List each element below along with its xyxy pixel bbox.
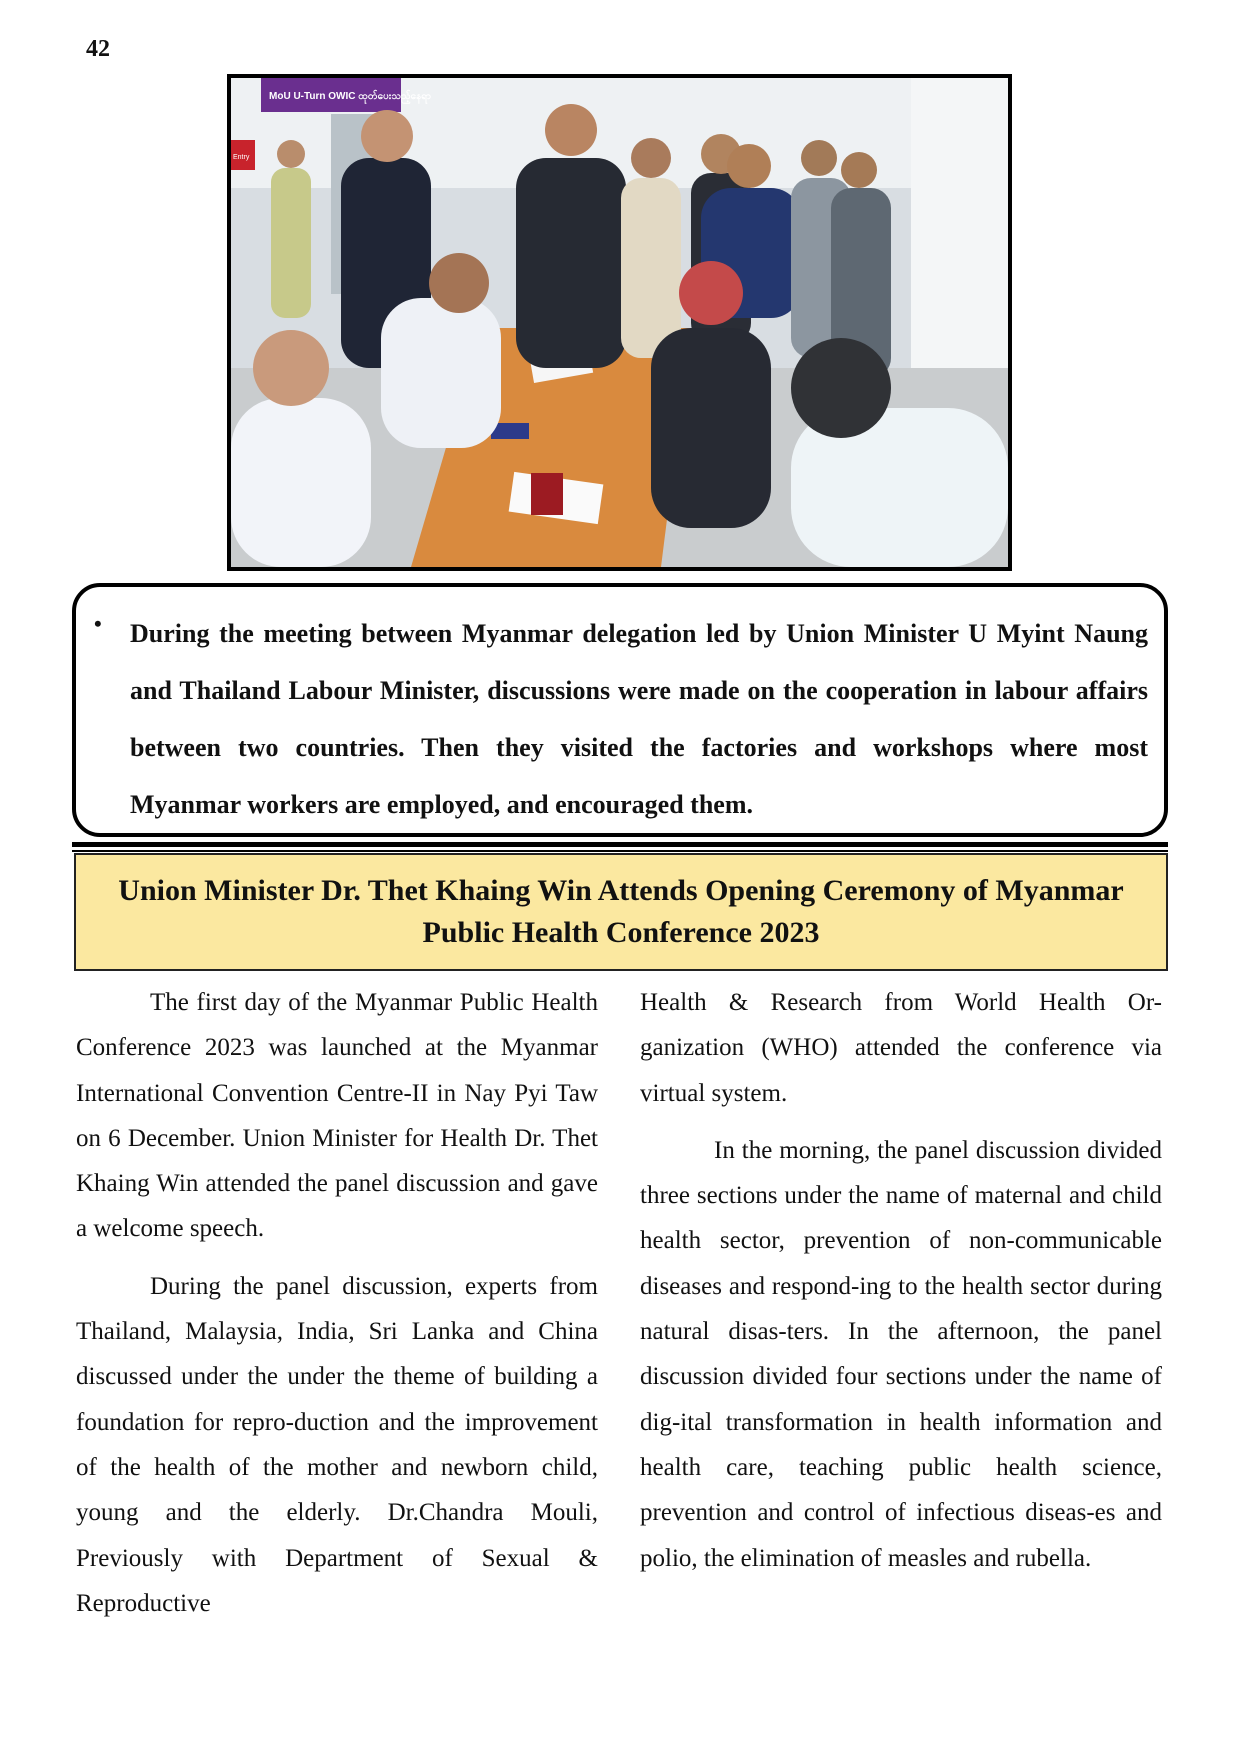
meeting-photo: [227, 74, 1012, 571]
article-headline: Union Minister Dr. Thet Khaing Win Attends Opening Ceremony of Myanmar Public Health Conference 2023: [118, 874, 1124, 949]
article-paragraph: The first day of the Myanmar Public Health Conference 2023 was launched at the Myanmar International Convention Centre-II in Nay Pyi Taw on 6 December. Union Minister for Health Dr. Thet Khaing Win attended the panel discussion and gave a welcome speech.: [76, 989, 598, 1243]
photo-illustration: [231, 78, 1008, 567]
photo-caption: During the meeting between Myanmar delegation led by Union Minister U Myint Naung and Thailand Labour Minister, discussions were made on the cooperation in labour affairs between two countries. Then they visited the factories and workshops where most Myanmar workers are employed, and encouraged them.: [130, 619, 1148, 819]
photo-window: [911, 78, 1008, 378]
article-paragraph: During the panel discussion, experts from Thailand, Malaysia, India, Sri Lanka and China discussed under the under the theme of building a foundation for repro-duction and the improvement of the health of the mother and newborn child, young and the elderly. Dr.Chandra Mouli, Previously with Department of Sexual & Reproductive: [76, 1272, 598, 1617]
photo-passport: [531, 473, 563, 515]
article-paragraph: Health & Research from World Health Or-ganization (WHO) attended the conference via virtual system.: [640, 989, 1162, 1107]
bullet-icon: •: [94, 611, 102, 636]
page-number: 42: [86, 36, 110, 62]
article-paragraph: In the morning, the panel discussion divided three sections under the name of maternal and child health sector, prevention of non-communicable diseases and respond-ing to the health sector during natural disas-ters. In the afternoon, the panel discussion divided four sections under the name of dig-ital transformation in health information and health care, teaching public health science, prevention and control of infectious diseas-es and polio, the elimination of measles and rubella.: [640, 1136, 1162, 1572]
caption-box: [72, 583, 1168, 837]
photo-sign-text: MoU U-Turn OWIC ထုတ်ပေးသည့်နေရာ: [269, 91, 432, 102]
headline-box: [74, 853, 1168, 971]
article-column-left: [76, 980, 598, 1638]
section-divider-thin: [72, 850, 1168, 852]
section-divider: [72, 842, 1168, 847]
photo-side-sign-text: Entry: [233, 154, 250, 161]
article-column-right: [640, 980, 1162, 1593]
